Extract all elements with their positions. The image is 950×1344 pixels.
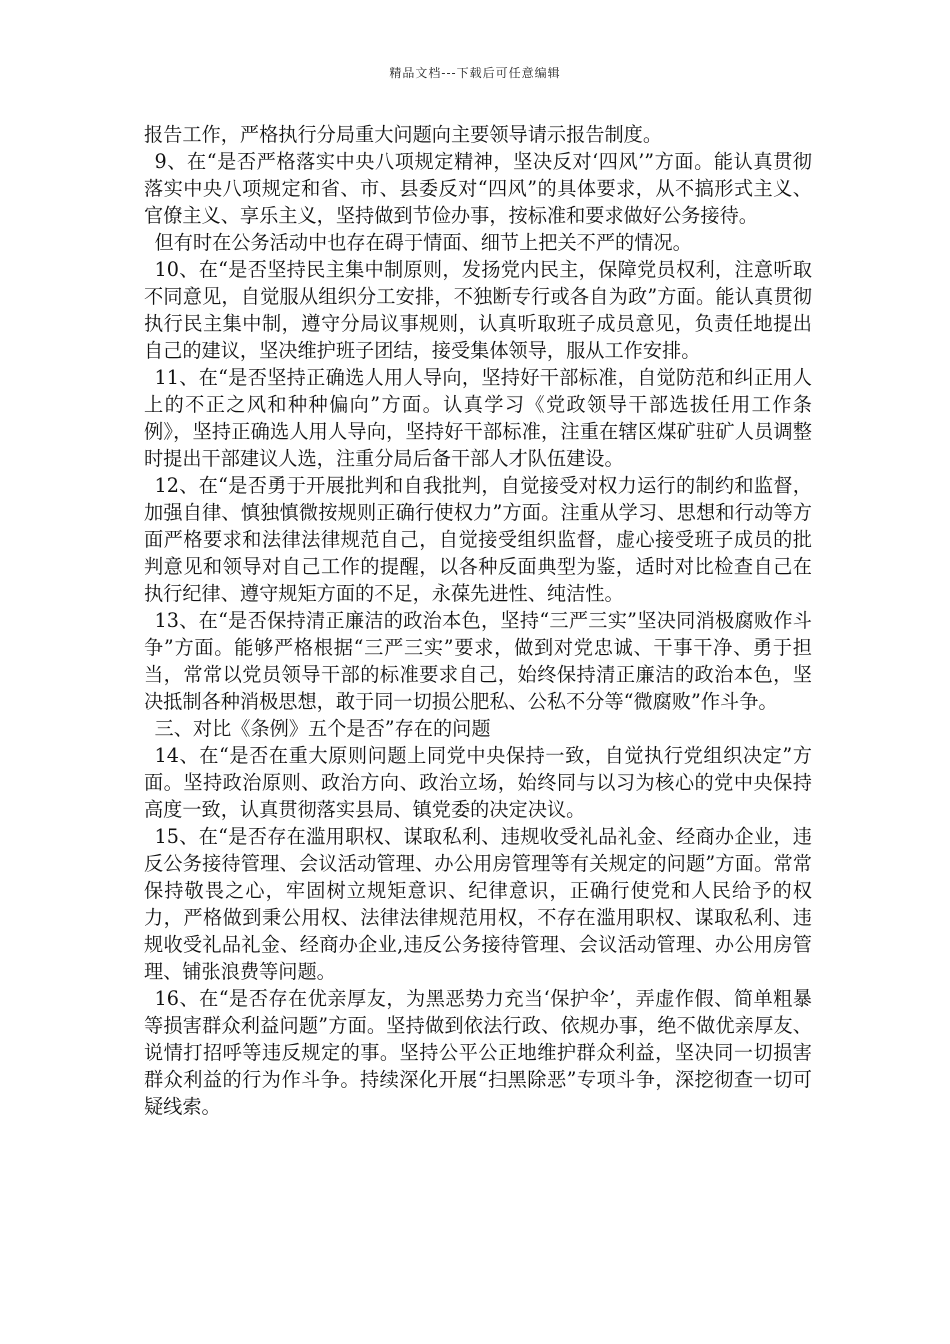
section-heading: 三、对比《条例》五个是否”存在的问题 (154, 717, 491, 740)
paragraph-6: 12、在“是否勇于开展批判和自我批判，自觉接受对权力运行的制约和监督，加强自律、慎独慎微按规则正确行使权力”方面。注重从学习、思想和行动等方面严格要求和法律法律规范自己，自觉接受组织监督，虚心接受班子成员的批判意见和领导对自己工作的提醒，以各种反面典型为鉴，适时对比检查自己在执行纪律、遵守规矩方面的不足，永葆先进性、纯洁性。 (144, 474, 812, 605)
page-header: 精品文档---下载后可任意编辑 (389, 66, 561, 80)
paragraph-7: 13、在“是否保持清正廉洁的政治本色，坚持“三严三实”坚决同消极腐败作斗争”方面。能够严格根据“三严三实”要求，做到对党忠诚、干事干净、勇于担当，常常以党员领导干部的标准要求自己，始终保持清正廉洁的政治本色，坚决抵制各种消极思想，敢于同一切损公肥私、公私不分等“微腐败”作斗争。 (144, 609, 812, 713)
paragraph-3: 但有时在公务活动中也存在碍于情面、细节上把关不严的情况。 (154, 231, 692, 254)
paragraph-2: 9、在“是否严格落实中央八项规定精神，坚决反对‘四风’”方面。能认真贯彻落实中央八项规定和省、市、县委反对“四风”的具体要求，从不搞形式主义、官僚主义、享乐主义，坚持做到节俭办事，按标准和要求做好公务接待。 (144, 150, 812, 227)
paragraph-4: 10、在“是否坚持民主集中制原则，发扬党内民主，保障党员权利，注意听取不同意见，自觉服从组织分工安排，不独断专行或各自为政”方面。能认真贯彻执行民主集中制，遵守分局议事规则，认真听取班子成员意见，负责任地提出自己的建议，坚决维护班子团结，接受集体领导，服从工作安排。 (144, 258, 812, 362)
paragraph-5: 11、在“是否坚持正确选人用人导向，坚持好干部标准，自觉防范和纠正用人上的不正之风和种种偏向”方面。认真学习《党政领导干部选拔任用工作条例》，坚持正确选人用人导向，坚持好干部标准，注重在辖区煤矿驻矿人员调整时提出干部建议人选，注重分局后备干部人才队伍建设。 (144, 366, 812, 470)
paragraph-1: 报告工作，严格执行分局重大问题向主要领导请示报告制度。 (144, 123, 663, 146)
document-body (144, 121, 812, 1120)
paragraph-8: 14、在“是否在重大原则问题上同党中央保持一致，自觉执行党组织决定”方面。坚持政治原则、政治方向、政治立场，始终同与以习为核心的党中央保持高度一致，认真贯彻落实县局、镇党委的决定决议。 (144, 744, 812, 821)
paragraph-10: 16、在“是否存在优亲厚友，为黑恶势力充当‘保护伞’，弄虚作假、简单粗暴等损害群众利益问题”方面。坚持做到依法行政、依规办事，绝不做优亲厚友、说情打招呼等违反规定的事。坚持公平公正地维护群众利益，坚决同一切损害群众利益的行为作斗争。持续深化开展“扫黑除恶”专项斗争，深挖彻查一切可疑线索。 (144, 987, 812, 1118)
paragraph-9: 15、在“是否存在滥用职权、谋取私利、违规收受礼品礼金、经商办企业，违反公务接待管理、会议活动管理、办公用房管理等有关规定的问题”方面。常常保持敬畏之心，牢固树立规矩意识、纪律意识，正确行使党和人民给予的权力，严格做到秉公用权、法律法律规范用权，不存在滥用职权、谋取私利、违规收受礼品礼金、经商办企业,违反公务接待管理、会议活动管理、办公用房管理、铺张浪费等问题。 (144, 825, 812, 983)
